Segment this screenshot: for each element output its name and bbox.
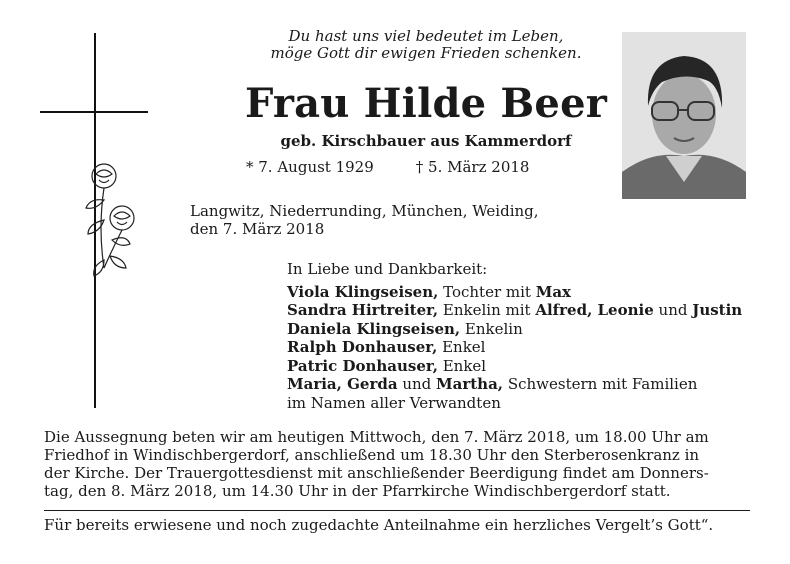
mourner-name: Martha,	[436, 375, 504, 393]
mourner-relation: Enkel	[437, 338, 486, 356]
mourner-name: Daniela Klingseisen,	[287, 319, 461, 338]
places-and-date	[190, 202, 539, 238]
mourners-intro: In Liebe und Dankbarkeit:	[287, 260, 488, 278]
mourners-list	[287, 260, 742, 412]
mourner-name: Alfred, Leonie	[535, 301, 654, 319]
mourner-relation: Schwestern mit Familien	[503, 375, 698, 393]
mourner-name: Sandra Hirtreiter,	[287, 301, 439, 319]
service-line-2: Friedhof in Windischbergerdorf, anschließend um 18.30 Uhr den Sterberosenkranz in	[44, 446, 700, 464]
birth-name: geb. Kirschbauer aus Kammerdorf	[280, 132, 572, 150]
thanks-note: Für bereits erwiesene und noch zugedachte Anteilnahme ein herzliches Vergelt’s Gott“.	[44, 516, 714, 534]
mourner-line	[287, 301, 742, 320]
verse-line-2: möge Gott dir ewigen Frieden schenken.	[270, 44, 582, 62]
mourner-relation: Enkel	[437, 356, 487, 375]
service-line-1: Die Aussegnung beten wir am heutigen Mittwoch, den 7. März 2018, um 18.00 Uhr am	[44, 428, 709, 446]
mourner-lines	[287, 283, 742, 413]
mourner-relation: Enkelin mit	[438, 301, 536, 319]
mourner-line	[287, 394, 742, 413]
places-line: Langwitz, Niederrunding, München, Weiding,	[190, 202, 539, 220]
verse-line-1: Du hast uns viel bedeutet im Leben,	[288, 27, 564, 45]
mourner-name: Patric Donhauser,	[287, 356, 438, 375]
mourner-line	[287, 357, 742, 376]
portrait-photo	[622, 32, 746, 199]
death-date: † 5. März 2018	[415, 158, 530, 176]
divider	[44, 510, 750, 511]
mourner-relation: und	[397, 375, 437, 393]
mourner-name: Justin	[692, 301, 743, 319]
mourner-name: Viola Klingseisen,	[287, 282, 439, 301]
mourner-relation: und	[653, 301, 693, 319]
mourner-name: Maria, Gerda	[287, 375, 398, 393]
portrait-image	[622, 32, 746, 199]
date-line: den 7. März 2018	[190, 220, 325, 238]
life-dates	[246, 158, 529, 176]
cross-horizontal-bar	[40, 111, 148, 113]
funeral-service-notice	[44, 428, 750, 500]
deceased-name: Frau Hilde Beer	[244, 80, 607, 127]
verse	[240, 28, 612, 62]
mourner-line	[287, 283, 742, 302]
mourner-line	[287, 375, 742, 394]
mourner-relation: Enkelin	[460, 319, 523, 338]
mourner-name: Ralph Donhauser,	[287, 338, 438, 356]
roses-icon	[82, 160, 142, 290]
mourner-name: Max	[535, 282, 572, 301]
service-line-4: tag, den 8. März 2018, um 14.30 Uhr in der Pfarrkirche Windischbergerdorf statt.	[44, 482, 671, 500]
mourner-relation: im Namen aller Verwandten	[287, 393, 501, 412]
mourner-line	[287, 338, 742, 357]
service-line-3: der Kirche. Der Trauergottesdienst mit anschließender Beerdigung findet am Donners-	[44, 464, 709, 482]
mourner-relation: Tochter mit	[438, 282, 536, 301]
birth-date: * 7. August 1929	[246, 158, 374, 176]
mourner-line	[287, 320, 742, 339]
